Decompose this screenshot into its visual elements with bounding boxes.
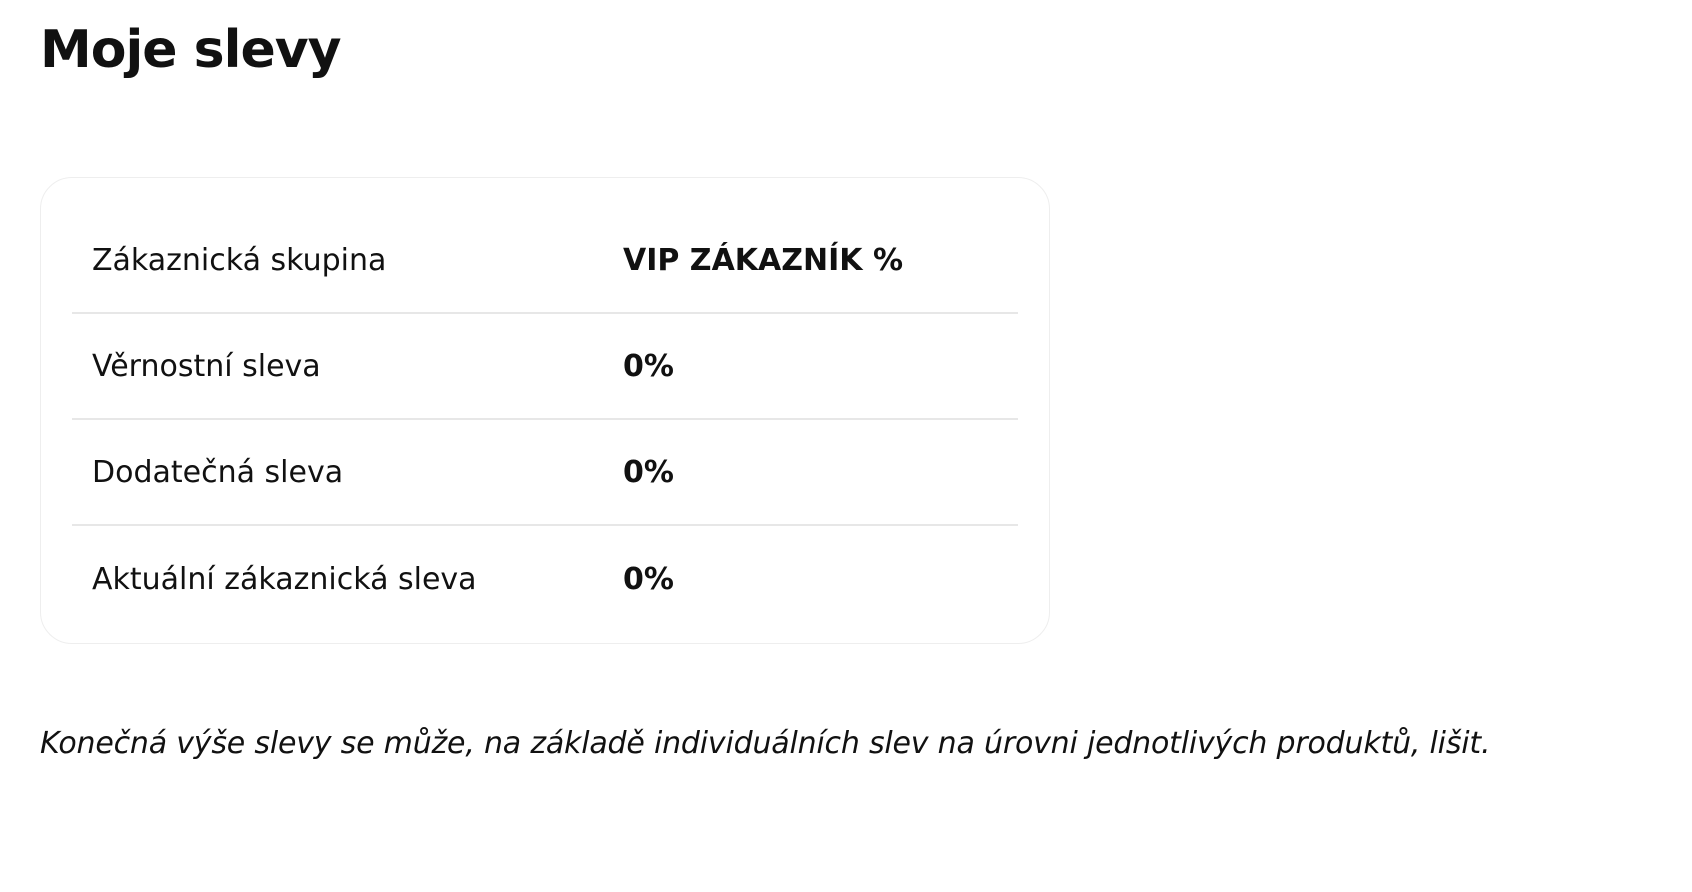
customer-group-row [72,208,1018,314]
additional-discount-value: 0% [623,454,674,490]
current-customer-discount-value: 0% [623,561,674,597]
page-title: Moje slevy [40,20,341,80]
loyalty-discount-label: Věrnostní sleva [92,348,321,384]
customer-group-value: VIP ZÁKAZNÍK % [623,242,904,278]
additional-discount-row [72,420,1018,526]
discount-disclaimer-note: Konečná výše slevy se může, na základě individuálních slev na úrovni jednotlivých produktů, lišit. [40,726,1491,761]
loyalty-discount-row [72,314,1018,420]
loyalty-discount-value: 0% [623,348,674,384]
current-customer-discount-row [72,526,1018,632]
discount-summary-card [40,177,1050,644]
current-customer-discount-label: Aktuální zákaznická sleva [92,561,477,597]
customer-group-label: Zákaznická skupina [92,242,387,278]
additional-discount-label: Dodatečná sleva [92,454,344,490]
